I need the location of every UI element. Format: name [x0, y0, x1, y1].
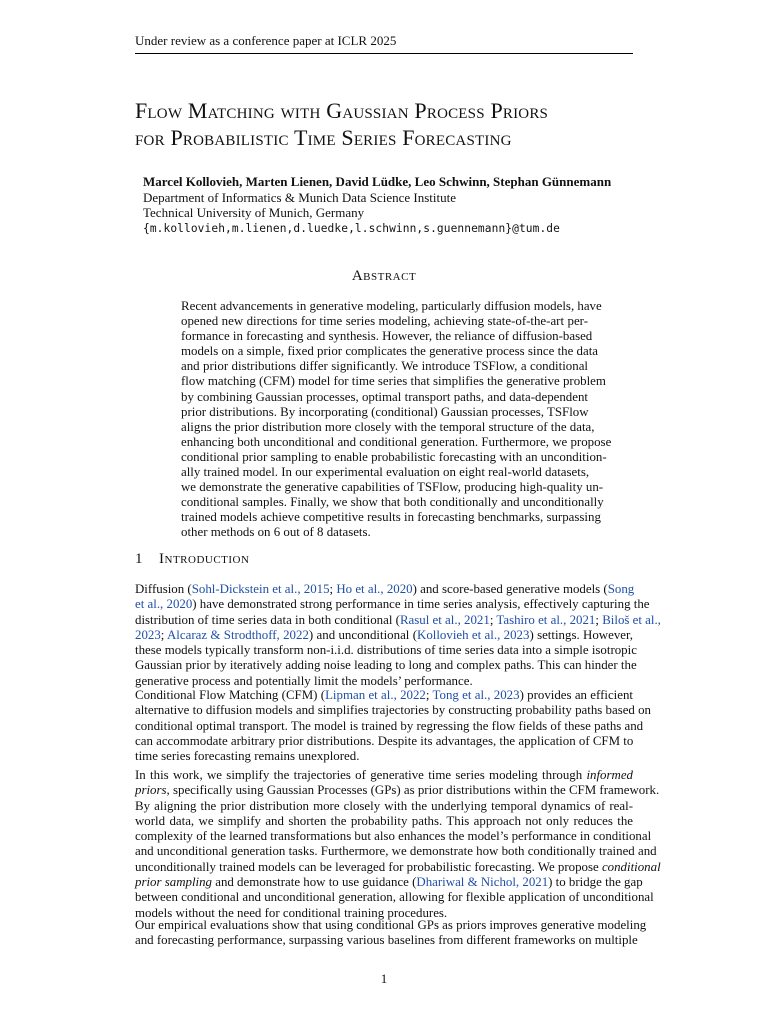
text-line	[135, 658, 637, 673]
text-span: distribution of time series data in both conditional (	[135, 612, 400, 627]
text-span: Our empirical evaluations show that using conditional GPs as priors improves generative modeling	[135, 918, 647, 932]
text-span: ) and unconditional (	[308, 627, 418, 642]
paragraph-3	[135, 768, 661, 921]
title-line: Flow Matching with Gaussian Process Priors	[135, 98, 549, 123]
text-line	[135, 783, 660, 798]
text-span: By aligning the prior distribution more closely with the underlying temporal dynamics of real-	[135, 798, 633, 813]
running-header: Under review as a conference paper at ICLR 2025	[135, 33, 633, 54]
abstract-line: opened new directions for time series modeling, achieving state-of-the-art per-	[181, 314, 588, 329]
text-line	[135, 718, 644, 734]
section-heading	[135, 551, 249, 568]
text-line	[135, 933, 638, 948]
text-span: these models typically transform non-i.i.d. distributions of time series data into a simple isotropic	[135, 643, 637, 658]
text-line	[135, 643, 637, 658]
text-span: In this work, we simplify the trajectories of generative time series modeling through	[135, 768, 587, 782]
text-span: conditional optimal transport. The model is trained by regressing the flow fields of these paths and	[135, 718, 644, 733]
text-span: and unconditional generation tasks. Furthermore, we demonstrate how both conditionally trained and	[135, 844, 657, 859]
text-span: models without the need for conditional training procedures.	[135, 905, 448, 920]
emphasis-text: prior sampling	[135, 875, 212, 890]
text-span: world data, we simplify and shorten the probability paths. This approach not only reduces the	[135, 813, 633, 828]
citation-link[interactable]: 2023	[135, 627, 161, 642]
citation-link[interactable]: Biloš et al.,	[602, 612, 661, 627]
abstract-line: we demonstrate the generative capabilities of TSFlow, producing high-quality un-	[181, 480, 604, 495]
page-number: 1	[380, 971, 388, 986]
abstract-line: aligns the prior distribution more closely with the temporal structure of the data,	[181, 419, 595, 434]
text-span: Diffusion (	[135, 582, 192, 596]
text-span: ) provides an efficient	[519, 688, 634, 702]
text-span: generative process and potentially limit the models’ performance.	[135, 673, 473, 688]
abstract-line: Recent advancements in generative modeling, particularly diffusion models, have	[181, 299, 602, 313]
author-email[interactable]: {m.kollovieh,m.lienen,d.luedke,l.schwinn,s.guennemann}@tum.de	[143, 221, 560, 235]
text-line	[135, 890, 654, 905]
emphasis-text: priors	[135, 783, 167, 798]
text-line	[135, 859, 661, 875]
text-span: ;	[160, 627, 167, 642]
text-line	[135, 612, 661, 628]
abstract-line: conditional prior sampling to enable probabilistic forecasting with an uncondition-	[181, 449, 607, 464]
citation-link[interactable]: et al., 2020	[135, 597, 193, 612]
abstract-line: other methods on 6 out of 8 datasets.	[181, 525, 371, 540]
text-span: Conditional Flow Matching (CFM) (	[135, 688, 326, 702]
author-university: Technical University of Munich, Germany	[143, 205, 365, 220]
citation-link[interactable]: Dhariwal & Nichol, 2021	[416, 875, 549, 890]
text-line	[135, 597, 650, 612]
text-span: Gaussian prior by iteratively adding noise leading to long and complex paths. This can hinder the	[135, 658, 637, 673]
text-line	[135, 734, 633, 749]
paragraph-2	[135, 688, 651, 764]
paper-title	[135, 97, 655, 151]
paragraph-4	[135, 918, 647, 949]
abstract-line: enhancing both unconditional and conditional generation. Furthermore, we propose	[181, 434, 612, 449]
abstract-line: flow matching (CFM) model for time series that simplifies the generative problem	[181, 374, 606, 389]
section-number: 1	[135, 551, 143, 567]
text-span: and forecasting performance, surpassing various baselines from different frameworks on multiple	[135, 933, 638, 948]
abstract-heading: Abstract	[351, 268, 417, 284]
text-line	[135, 674, 633, 689]
text-span: between conditional and unconditional generation, allowing for flexible application of unconditional	[135, 890, 654, 905]
text-span: alternative to diffusion models and simplifies trajectories by constructing probability paths based on	[135, 703, 651, 718]
citation-link[interactable]: Tong et al., 2023	[432, 688, 520, 702]
abstract-line: and prior distributions differ significantly. We introduce TSFlow, a conditional	[181, 359, 588, 374]
citation-link[interactable]: Tashiro et al., 2021	[496, 612, 596, 627]
text-line	[135, 918, 647, 933]
text-line	[135, 844, 657, 859]
citation-link[interactable]: Rasul et al., 2021	[399, 612, 490, 627]
abstract-line: models on a simple, fixed prior complicates the generative process since the data	[181, 344, 599, 359]
text-span: ) settings. However,	[529, 627, 633, 642]
text-line	[135, 829, 652, 844]
text-span: complexity of the learned transformations but also enhances the model’s performance in conditional	[135, 829, 652, 844]
title-line: for Probabilistic Time Series Forecasting	[135, 125, 512, 150]
text-span: ;	[595, 612, 603, 627]
text-line	[135, 768, 633, 783]
text-span: and demonstrate how to use guidance (	[212, 875, 417, 890]
text-span: ) and score-based generative models (	[412, 582, 608, 596]
text-span: can accommodate arbitrary prior distributions. Despite its advantages, the application of CFM to	[135, 733, 634, 748]
abstract-line: formance in forecasting and synthesis. However, the reliance of diffusion-based	[181, 329, 593, 344]
citation-link[interactable]: Sohl-Dickstein et al., 2015	[191, 582, 330, 596]
text-span: ;	[425, 688, 433, 702]
author-block	[143, 174, 663, 236]
abstract-line: by combining Gaussian processes, optimal transport paths, and data-dependent	[181, 389, 588, 404]
text-line	[135, 799, 633, 814]
text-span: unconditionally trained models can be leveraged for probabilistic forecasting. We propose	[135, 859, 602, 874]
text-line	[135, 814, 633, 829]
text-line	[135, 628, 633, 643]
text-span: ;	[329, 582, 337, 596]
abstract-line: trained models achieve competitive results in forecasting benchmarks, surpassing	[181, 510, 601, 525]
author-names: Marcel Kollovieh, Marten Lienen, David Lüdke, Leo Schwinn, Stephan Günnemann	[143, 174, 612, 189]
abstract-body	[181, 299, 612, 541]
text-span: time series forecasting remains unexplored.	[135, 749, 360, 764]
text-span: , specifically using Gaussian Processes (GPs) as prior distributions within the CFM framework.	[166, 783, 660, 798]
emphasis-text: conditional	[601, 859, 661, 874]
citation-link[interactable]: Kollovieh et al., 2023	[417, 627, 530, 642]
text-span: ;	[489, 612, 497, 627]
abstract-line: conditional samples. Finally, we show that both conditionally and unconditionally	[181, 495, 604, 510]
text-line	[135, 688, 633, 703]
author-department: Department of Informatics & Munich Data Science Institute	[143, 189, 456, 205]
paragraph-1	[135, 582, 661, 689]
citation-link[interactable]: Song	[607, 582, 635, 596]
text-line	[135, 703, 651, 718]
text-line	[135, 875, 643, 890]
section-title: Introduction	[159, 551, 250, 567]
citation-link[interactable]: Alcaraz & Strodthoff, 2022	[167, 627, 309, 642]
emphasis-text: informed	[586, 768, 633, 782]
text-line	[135, 582, 633, 597]
text-span: ) have demonstrated strong performance in time series analysis, effectively capturing the	[192, 597, 650, 612]
abstract-line: prior distributions. By incorporating (conditional) Gaussian processes, TSFlow	[181, 404, 589, 419]
text-span: ) to bridge the gap	[548, 875, 643, 890]
citation-link[interactable]: Ho et al., 2020	[336, 582, 413, 596]
citation-link[interactable]: Lipman et al., 2022	[325, 688, 426, 702]
text-line	[135, 749, 633, 764]
abstract-line: ally trained model. In our experimental evaluation on eight real-world datasets,	[181, 465, 590, 480]
